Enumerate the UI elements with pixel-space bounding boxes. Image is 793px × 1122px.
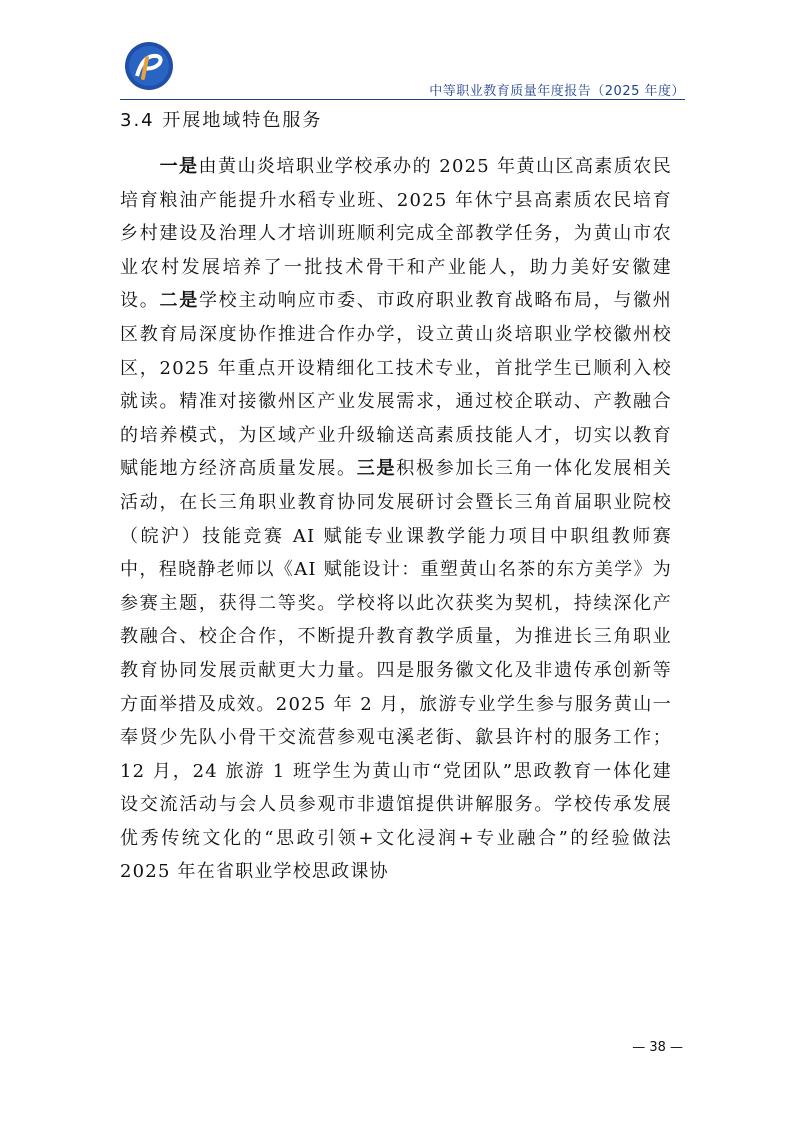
lead-phrase-3: 三是 — [356, 458, 397, 480]
school-logo-icon — [123, 40, 175, 92]
paragraph-text-2: 学校主动响应市委、市政府职业教育战略布局，与徽州区教育局深度协作推进合作办学，设立黄山炎培职业学校徽州校区，2025 年重点开设精细化工技术专业，首批学生已顺利入校就读。精准对接徽州区产业发展需求，通过校企联动、产教融合的培养模式，为区域产业升级输送高素质技能人才，切实以教育赋能地方经济高质量发展。 — [120, 290, 672, 480]
section-heading: 3.4 开展地域特色服务 — [120, 110, 323, 131]
paragraph-text-3: 积极参加长三角一体化发展相关活动，在长三角职业教育协同发展研讨会暨长三角首届职业院校（皖沪）技能竞赛 AI 赋能专业课教学能力项目中职组教师赛中，程晓静老师以《AI 赋能设计：重塑黄山名茶的东方美学》为参赛主题，获得二等奖。学校将以此次获奖为契机，持续深化产教融合、校企合作，不断提升教育教学质量，为推进长三角职业教育协同发展贡献更大力量。四是服务徽文化及非遗传承创新等方面举措及成效。2025 年 2 月，旅游专业学生参与服务黄山一奉贤少先队小骨干交流营参观屯溪老街、歙县许村的服务工作；12 月，24 旅游 1 班学生为黄山市“党团队”思政教育一体化建设交流活动与会人员参观市非遗馆提供讲解服务。学校传承发展优秀传统文化的“思政引领+文化浸润+专业融合”的经验做法 2025 年在省职业学校思政课协 — [120, 458, 672, 883]
page-number: — 38 — — [632, 1040, 683, 1055]
body-paragraph — [120, 150, 672, 889]
lead-phrase-2: 二是 — [159, 290, 199, 312]
header-divider — [120, 99, 685, 100]
report-header-title: 中等职业教育质量年度报告（2025 年度） — [429, 84, 685, 99]
paragraph-text-1: 由黄山炎培职业学校承办的 2025 年黄山区高素质农民培育粮油产能提升水稻专业班、2025 年休宁县高素质农民培育乡村建设及治理人才培训班顺利完成全部教学任务，为黄山市农业农村发展培养了一批技术骨干和产业能人，助力美好安徽建设。 — [120, 156, 672, 312]
lead-phrase-1: 一是 — [159, 156, 199, 177]
